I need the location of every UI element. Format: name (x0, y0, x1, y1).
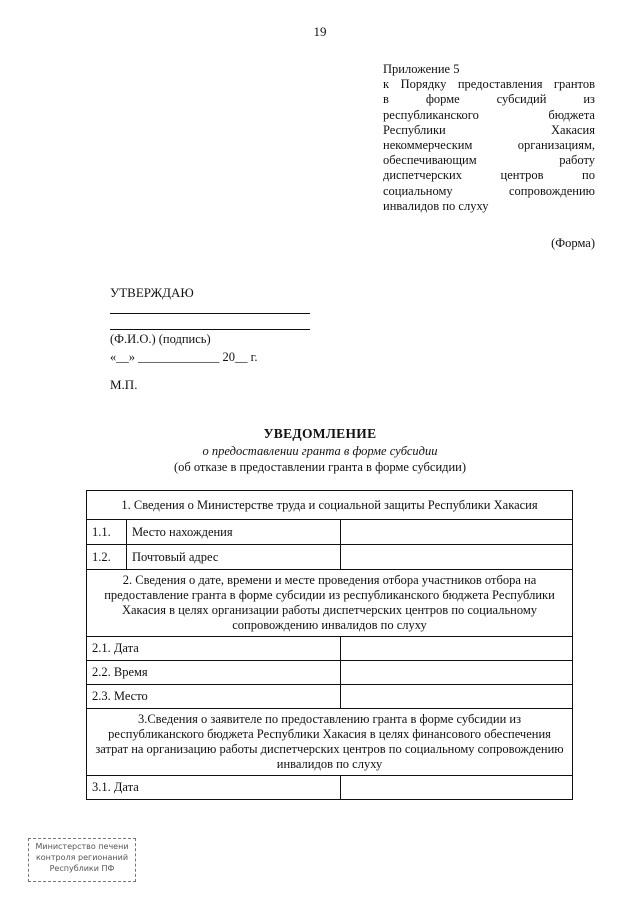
appendix-line: обеспечивающим работу (383, 153, 595, 168)
notice-title: УВЕДОМЛЕНИЕ (263, 426, 377, 441)
page-number: 19 (313, 24, 327, 39)
row-label: 2.3. Место (87, 685, 341, 709)
table-row (87, 520, 573, 545)
row-value[interactable] (340, 637, 572, 661)
row-value[interactable] (340, 661, 572, 685)
appendix-title: Приложение 5 (383, 62, 460, 76)
row-label: 2.1. Дата (87, 637, 341, 661)
row-label: 3.1. Дата (87, 776, 341, 800)
appendix-line: диспетчерских центров по (383, 168, 595, 183)
fio-signature-caption: (Ф.И.О.) (подпись) (110, 332, 211, 346)
section-3-header: 3.Сведения о заявителе по предоставлению гранта в форме субсидии из республиканского бюджета Республики Хакасия в целях финансового обеспечения затрат на организацию работы диспетчерских центров по социальному сопровождению инвалидов по слуху (87, 709, 573, 776)
table-row (87, 637, 573, 661)
section-2-header: 2. Сведения о дате, времени и месте проведения отбора участников отбора на предоставление гранта в форме субсидии из республиканского бюджета Республики Хакасия в целях организации работы диспетчерских центров по социальному сопровождению инвалидов по слуху (87, 570, 573, 637)
appendix-line: в форме субсидий из (383, 92, 595, 107)
signature-line (110, 329, 310, 330)
row-label: Почтовый адрес (126, 545, 340, 570)
stamp-line: Республики ПФ (49, 864, 115, 873)
seal-placeholder: М.П. (110, 377, 138, 392)
row-label: 2.2. Время (87, 661, 341, 685)
row-value[interactable] (340, 520, 572, 545)
row-number: 1.2. (87, 545, 127, 570)
row-number: 1.1. (87, 520, 127, 545)
appendix-line: Республики Хакасия (383, 122, 595, 137)
appendix-line: некоммерческим организациям, (383, 138, 595, 153)
form-label: (Форма) (551, 236, 595, 250)
table-row (87, 661, 573, 685)
approval-heading: УТВЕРЖДАЮ (110, 285, 194, 300)
row-label: Место нахождения (126, 520, 340, 545)
section-1-header: 1. Сведения о Министерстве труда и социальной защиты Республики Хакасия (87, 491, 573, 520)
notice-subtitle-alt: (об отказе в предоставлении гранта в форме субсидии) (173, 460, 467, 474)
row-value[interactable] (340, 545, 572, 570)
stamp-line: контроля регионаний (35, 853, 129, 862)
table-row (87, 545, 573, 570)
stamp-line: Министерство печени (35, 842, 129, 851)
notice-form-table (86, 490, 573, 800)
notice-subtitle: о предоставлении гранта в форме субсидии (202, 444, 438, 458)
appendix-line: социальному сопровождению (383, 183, 595, 198)
signature-line (110, 313, 310, 314)
table-row (87, 776, 573, 800)
approval-date-line: «__» _____________ 20__ г. (110, 350, 258, 364)
row-value[interactable] (340, 685, 572, 709)
appendix-line: республиканского бюджета (383, 107, 595, 122)
appendix-line: инвалидов по слуху (383, 198, 489, 213)
row-value[interactable] (340, 776, 572, 800)
registration-stamp (28, 838, 136, 882)
appendix-line: к Порядку предоставления грантов (383, 77, 595, 92)
appendix-block (383, 62, 595, 214)
table-row (87, 685, 573, 709)
